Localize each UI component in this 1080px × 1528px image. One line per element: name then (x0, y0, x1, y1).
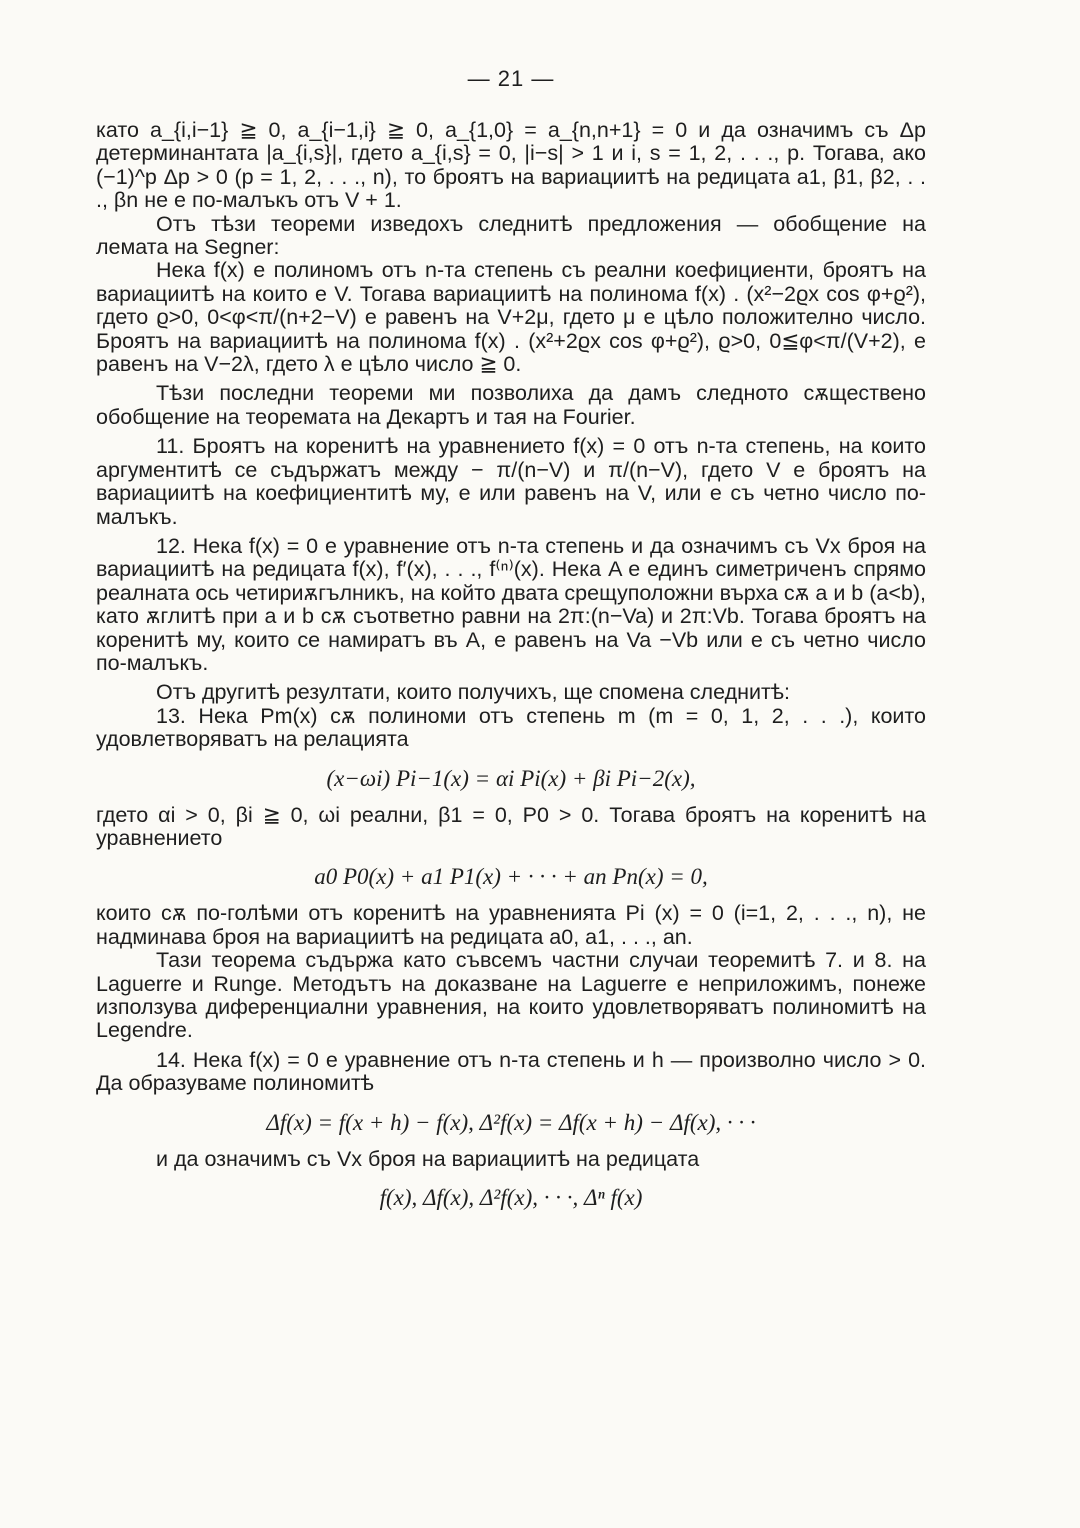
paragraph-continuation: като a_{i,i−1} ≧ 0, a_{i−1,i} ≧ 0, a_{1,0} = a_{n,n+1} = 0 и да означимъ съ Δp детерминантата |a_{i,s}|, гдето a_{i,s} = 0, |i−s| > 1 и i, s = 1, 2, . . ., p. Тогава, ако (−1)^p Δp > 0 (p = 1, 2, . . ., n), то броятъ на вариациитѣ на редицата a1, β1, β2, . . ., βn не е по-малъкъ отъ V + 1. (96, 118, 926, 213)
theorem-13-conclusion: които сѫ по-голѣми отъ коренитѣ на уравненията Pi (x) = 0 (i=1, 2, . . ., n), не надминава броя на вариациитѣ на редицата a0, a1, . . ., an. (96, 901, 926, 949)
paragraph-segner-lemma: Нека f(x) е полиномъ отъ n-та степень съ реални коефициенти, броятъ на вариациитѣ на които е V. Тогава вариациитѣ на полинома f(x) . (x²−2ϱx cos φ+ϱ²), гдето ϱ>0, 0<φ<π/(n+2−V) е равенъ на V+2μ, гдето μ е цѣло положително число. Броятъ на вариациитѣ на полинома f(x) . (x²+2ϱx cos φ+ϱ²), ϱ>0, 0≦φ<π/(V+2), е равенъ на V−2λ, гдето λ е цѣло число ≧ 0. (96, 258, 926, 377)
paragraph-generalization: Тѣзи последни теореми ми позволиха да дамъ следното сѫществено обобщение на теоремата на Декартъ и тая на Fourier. (96, 381, 926, 429)
formula-recurrence: (x−ωi) Pi−1(x) = αi Pi(x) + βi Pi−2(x), (326, 765, 696, 791)
theorem-14: 14. Нека f(x) = 0 е уравнение отъ n-та степень и h — произволно число > 0. Да образуваме полиномитѣ (96, 1047, 926, 1096)
theorem-13: 13. Нека Pm(x) сѫ полиноми отъ степень m (m = 0, 1, 2, . . .), които удовлетворяватъ на релацията (96, 703, 926, 752)
paragraph-other-results: Отъ другитѣ резултати, които получихъ, ще спомена следнитѣ: (156, 680, 791, 705)
formula-differences: Δf(x) = f(x + h) − f(x), Δ²f(x) = Δf(x + h) − Δf(x), · · · (266, 1109, 756, 1135)
formula-sum-equation: a0 P0(x) + a1 P1(x) + · · · + an Pn(x) = 0, (314, 864, 708, 890)
paragraph-propositions-intro: Отъ тѣзи теореми изведохъ следнитѣ предложения — обобщение на лемата на Segner: (96, 211, 926, 260)
page (96, 66, 926, 1223)
theorem-13-conditions: гдето αi > 0, βi ≧ 0, ωi реални, β1 = 0, P0 > 0. Тогава броятъ на коренитѣ на уравнението (96, 802, 926, 850)
theorem-11: 11. Броятъ на коренитѣ на уравнението f(x) = 0 отъ n-та степень, на които аргументитѣ се съдържатъ между − π/(n−V) и π/(n−V), гдето V е броятъ на вариациитѣ на коефициентитѣ му, е или равенъ на V, или е съ четно число по-малъкъ. (96, 434, 926, 529)
page-number: — 21 — (467, 66, 555, 91)
theorem-12: 12. Нека f(x) = 0 е уравнение отъ n-та степень и да означимъ съ Vx броя на вариациитѣ на редицата f(x), f′(x), . . ., f⁽ⁿ⁾(x). Нека A е единъ симетриченъ спрямо реалната ось четириѫгълникъ, на който двата срещуположни върха сѫ a и b (a<b), като ѫглитѣ при a и b сѫ съответно равни на 2π:(n−Va) и 2π:Vb. Тогава броятъ на коренитѣ му, които се намиратъ въ A, е равенъ на Va −Vb или е съ четно число по-малъкъ. (96, 533, 926, 675)
formula-sequence: f(x), Δf(x), Δ²f(x), · · ·, Δⁿ f(x) (379, 1185, 643, 1211)
theorem-14-continuation: и да означимъ съ Vx броя на вариациитѣ на редицата (156, 1146, 700, 1171)
paragraph-laguerre-runge: Тази теорема съдържа като съвсемъ частни случаи теоремитѣ 7. и 8. на Laguerre и Runge. Методътъ на доказване на Laguerre е неприложимъ, понеже използува диференциални уравнения, на които удовлетворяватъ полиномитѣ на Legendre. (96, 948, 926, 1043)
